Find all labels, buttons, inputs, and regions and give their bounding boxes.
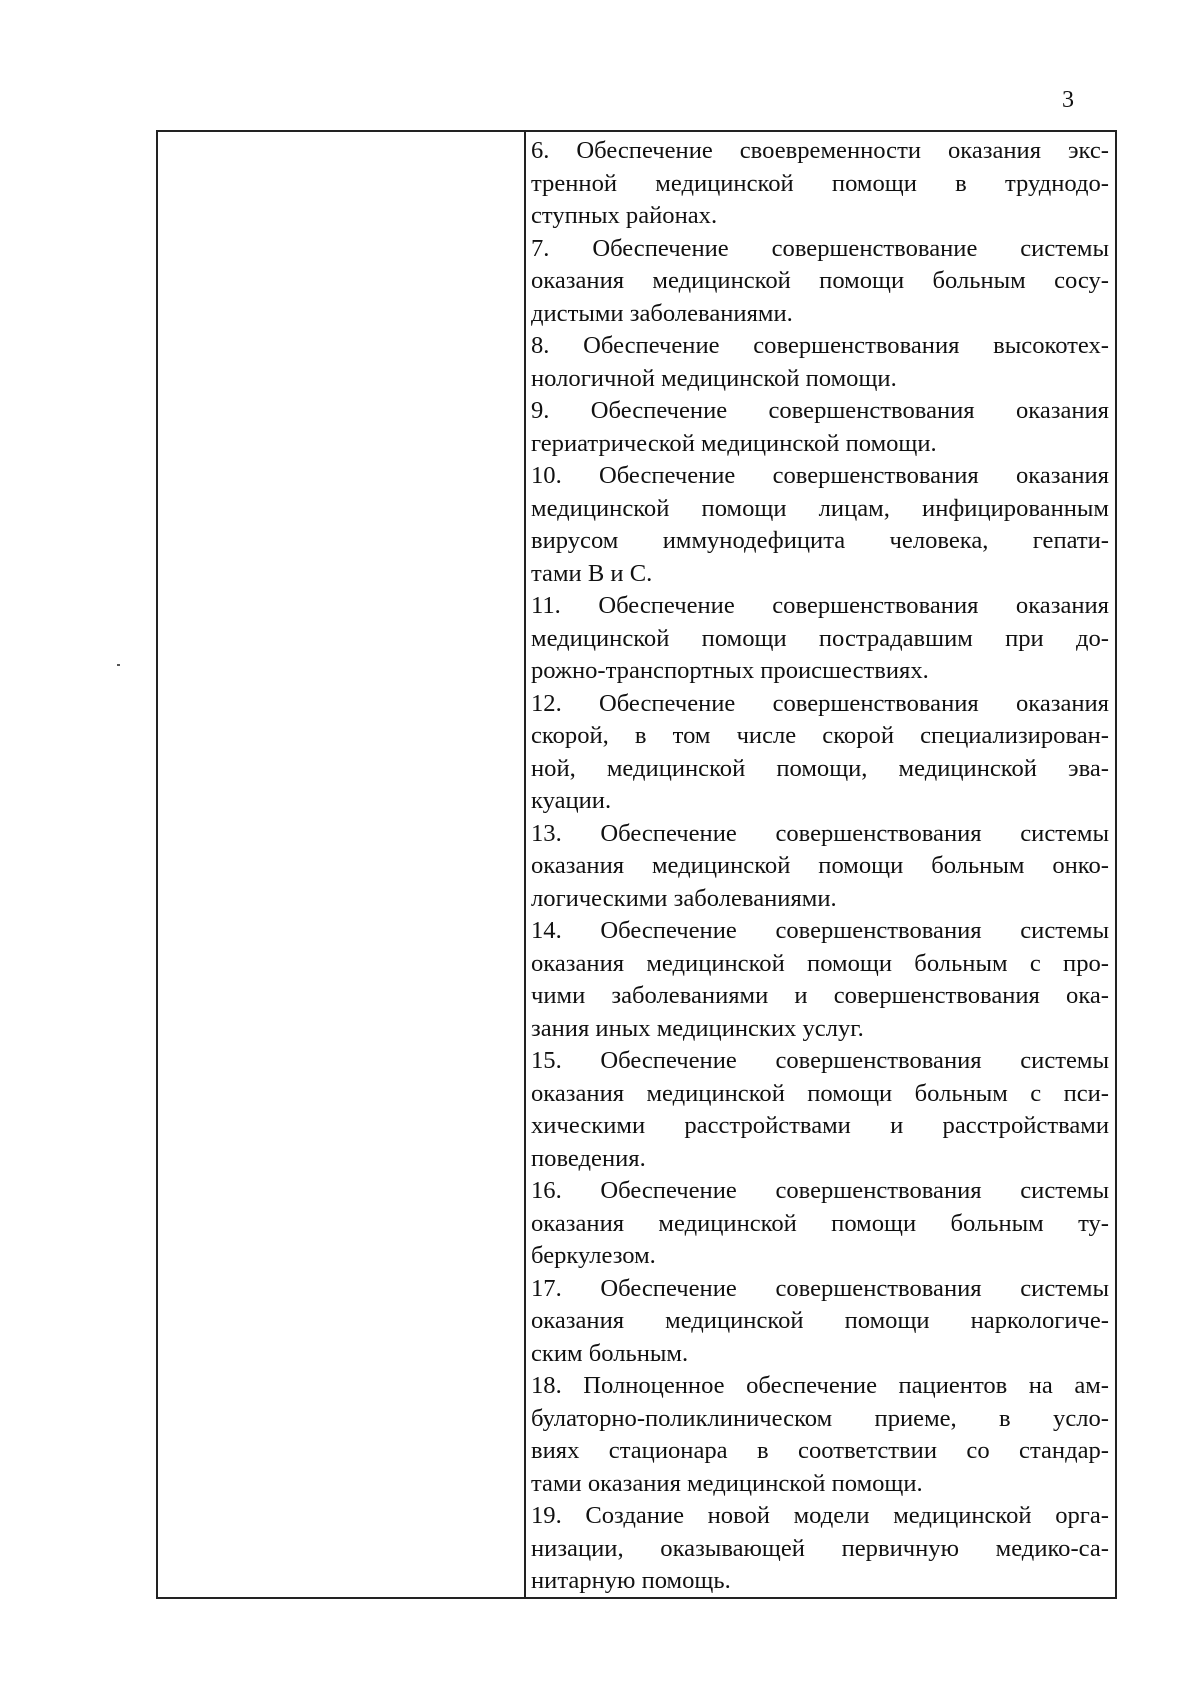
- list-item-line: логическими заболеваниями.: [531, 884, 837, 912]
- list-item: [531, 1045, 1109, 1175]
- list-item: [531, 135, 1109, 233]
- list-item: [531, 330, 1109, 395]
- list-item-line: тренной медицинской помощи в труднодо-: [531, 169, 1109, 197]
- list-item-line: тами оказания медицинской помощи.: [531, 1469, 923, 1497]
- list-item-line: 13. Обеспечение совершенствования системы: [531, 819, 1109, 847]
- list-item: [531, 915, 1109, 1045]
- list-item-line: скорой, в том числе скорой специализирован-: [531, 722, 1109, 749]
- list-item: [531, 1500, 1109, 1598]
- list-item-line: оказания медицинской помощи наркологиче-: [531, 1307, 1109, 1334]
- list-item: [531, 688, 1109, 818]
- list-item-line: рожно-транспортных происшествиях.: [531, 657, 929, 684]
- content-table: [156, 130, 1117, 1599]
- list-item-line: 15. Обеспечение совершенствования системы: [531, 1047, 1109, 1074]
- list-item-line: 14. Обеспечение совершенствования системы: [531, 917, 1109, 944]
- list-item-line: 11. Обеспечение совершенствования оказания: [531, 592, 1109, 619]
- list-item-line: ной, медицинской помощи, медицинской эва-: [531, 754, 1109, 782]
- page-number: 3: [1062, 87, 1074, 113]
- list-item-line: дистыми заболеваниями.: [531, 299, 793, 327]
- list-item-line: 16. Обеспечение совершенствования системы: [531, 1177, 1109, 1204]
- list-item-line: тами В и С.: [531, 559, 653, 587]
- list-item-line: медицинской помощи пострадавшим при до-: [531, 624, 1109, 652]
- list-item: [531, 233, 1109, 331]
- list-item-line: 9. Обеспечение совершенствования оказания: [531, 397, 1109, 424]
- list-item-line: оказания медицинской помощи больным онко-: [531, 852, 1109, 879]
- list-item-line: низации, оказывающей первичную медико-са-: [531, 1534, 1109, 1562]
- list-item-line: ступных районах.: [531, 202, 718, 229]
- list-item-line: 6. Обеспечение своевременности оказания экс-: [531, 137, 1109, 164]
- table-right-cell: [526, 132, 1115, 1597]
- list-item-line: булаторно-поликлиническом приеме, в усло-: [531, 1404, 1109, 1432]
- list-item-line: 10. Обеспечение совершенствования оказания: [531, 462, 1109, 489]
- list-item-line: оказания медицинской помощи больным с про-: [531, 949, 1109, 977]
- list-item-line: 19. Создание новой модели медицинской орга-: [531, 1502, 1109, 1529]
- list-item-line: зания иных медицинских услуг.: [531, 1014, 864, 1042]
- list-item-line: 8. Обеспечение совершенствования высокотех-: [531, 332, 1109, 359]
- list-item-line: оказания медицинской помощи больным сосу-: [531, 267, 1109, 294]
- list-item-line: ским больным.: [531, 1339, 689, 1367]
- list-item-line: 17. Обеспечение совершенствования системы: [531, 1274, 1109, 1302]
- list-item-line: 12. Обеспечение совершенствования оказания: [531, 689, 1109, 717]
- list-item-line: чими заболеваниями и совершенствования ока-: [531, 982, 1109, 1009]
- list-item-line: медицинской помощи лицам, инфицированным: [531, 494, 1109, 522]
- list-item: [531, 1370, 1109, 1500]
- list-item-line: нитарную помощь.: [531, 1567, 731, 1594]
- list-item-line: хическими расстройствами и расстройствами: [531, 1112, 1109, 1139]
- scan-speck: [117, 664, 120, 666]
- list-item-line: гериатрической медицинской помощи.: [531, 429, 937, 457]
- list-item-line: поведения.: [531, 1144, 646, 1172]
- list-item-line: беркулезом.: [531, 1242, 656, 1269]
- list-item-line: виях стационара в соответствии со стандар-: [531, 1437, 1109, 1464]
- list-item: [531, 460, 1109, 590]
- list-item: [531, 590, 1109, 688]
- table-left-cell: [158, 132, 526, 1597]
- list-item: [531, 395, 1109, 460]
- list-item-line: вирусом иммунодефицита человека, гепати-: [531, 527, 1109, 554]
- list-item-line: нологичной медицинской помощи.: [531, 364, 897, 392]
- list-item: [531, 1175, 1109, 1273]
- list-item-line: куации.: [531, 787, 612, 814]
- list-item-line: 7. Обеспечение совершенствование системы: [531, 234, 1109, 262]
- list-item-line: оказания медицинской помощи больным с пси-: [531, 1079, 1109, 1107]
- list-item: [531, 1273, 1109, 1371]
- list-item: [531, 818, 1109, 916]
- list-item-line: оказания медицинской помощи больным ту-: [531, 1209, 1109, 1237]
- list-item-line: 18. Полноценное обеспечение пациентов на ам-: [531, 1372, 1109, 1399]
